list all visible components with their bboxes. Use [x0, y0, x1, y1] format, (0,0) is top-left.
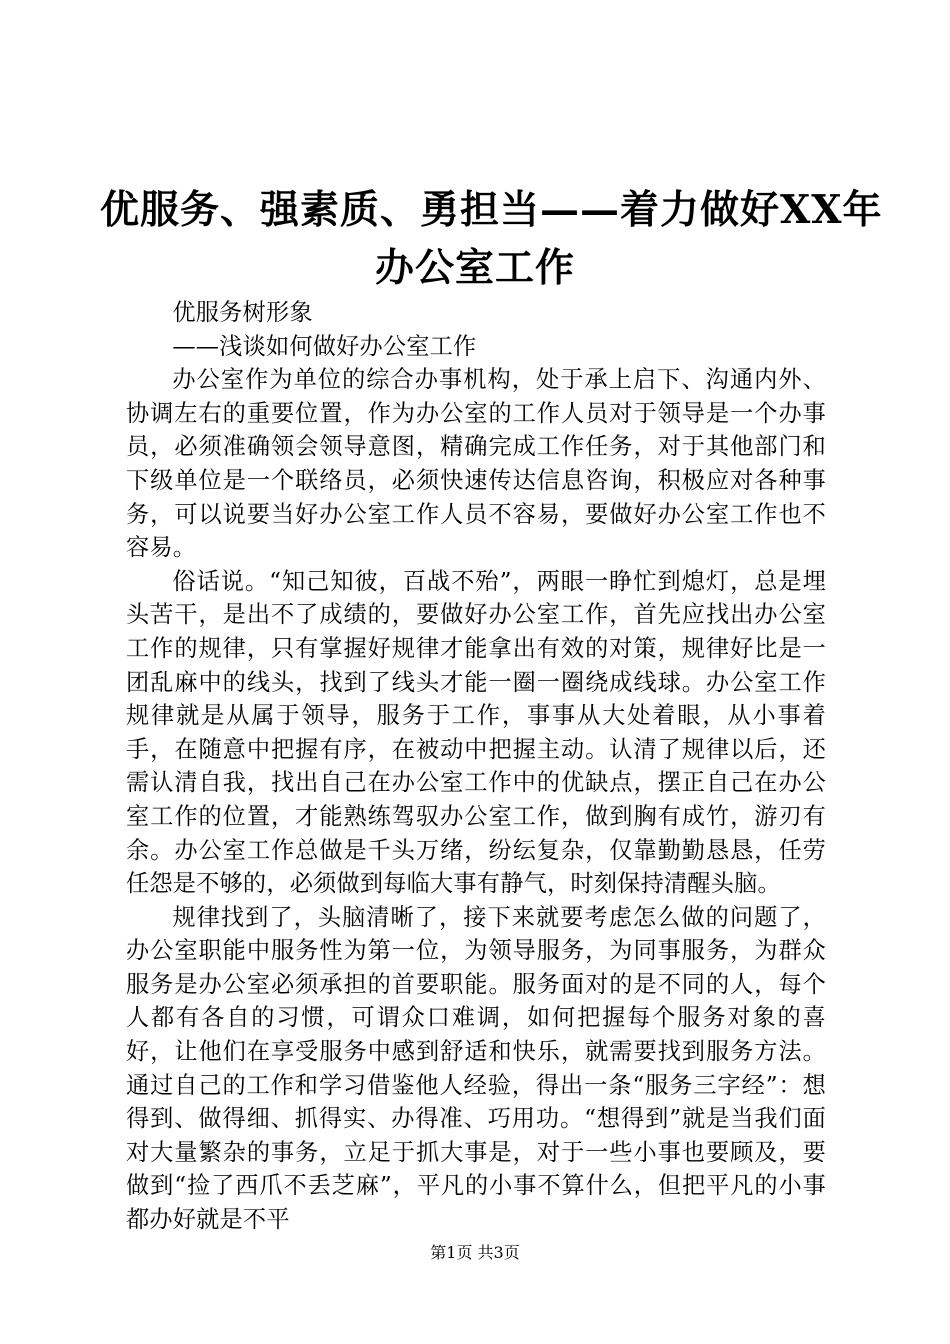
subtitle-heading: 优服务树形象	[172, 299, 313, 326]
document-body	[126, 296, 826, 1237]
document-title-line-2: 办公室工作	[374, 245, 575, 291]
body-paragraph: 俗话说。“知己知彼，百战不殆”，两眼一睁忙到熄灯，总是埋头苦干，是出不了成绩的，要做好办公室工作，首先应找出办公室工作的规律，只有掌握好规律才能拿出有效的对策，规律好比是一团乱麻中的线头，找到了线头才能一圈一圈绕成线球。办公室工作规律就是从属于领导，服务于工作，事事从大处着眼，从小事着手，在随意中把握有序，在被动中把握主动。认清了规律以后，还需认清自我，找出自己在办公室工作中的优缺点，摆正自己在办公室工作的位置，才能熟练驾驭办公室工作，做到胸有成竹，游刃有余。办公室工作总做是千头万绪，纷纭复杂，仅靠勤勤恳恳，任劳任怨是不够的，必须做到每临大事有静气，时刻保持清醒头脑。	[126, 567, 826, 898]
subtitle-subheading: ——浅谈如何做好办公室工作	[172, 332, 477, 360]
document-title-line-1: 优服务、强素质、勇担当——着力做好XX年	[100, 187, 883, 233]
body-paragraph: 规律找到了，头脑清晰了，接下来就要考虑怎么做的问题了，办公室职能中服务性为第一位，为领导服务，为同事服务，为群众服务是办公室必须承担的首要职能。服务面对的是不同的人，每个人都有各自的习惯，可谓众口难调，如何把握每个服务对象的喜好，让他们在享受服务中感到舒适和快乐，就需要找到服务方法。通过自己的工作和学习借鉴他人经验，得出一条“服务三字经”：想得到、做得细、抓得实、办得准、巧用功。“想得到”就是当我们面对大量繁杂的事务，立足于抓大事是，对于一些小事也要顾及，要做到“捡了西爪不丢芝麻”，平凡的小事不算什么，但把平凡的小事都办好就是不平	[126, 903, 826, 1234]
page-footer: 第1页 共3页	[430, 1243, 520, 1262]
body-paragraph: 办公室作为单位的综合办事机构，处于承上启下、沟通内外、协调左右的重要位置，作为办公室的工作人员对于领导是一个办事员，必须准确领会领导意图，精确完成工作任务，对于其他部门和下级单位是一个联络员，必须快速传达信息咨询，积极应对各种事务，可以说要当好办公室工作人员不容易，要做好办公室工作也不容易。	[126, 366, 826, 562]
